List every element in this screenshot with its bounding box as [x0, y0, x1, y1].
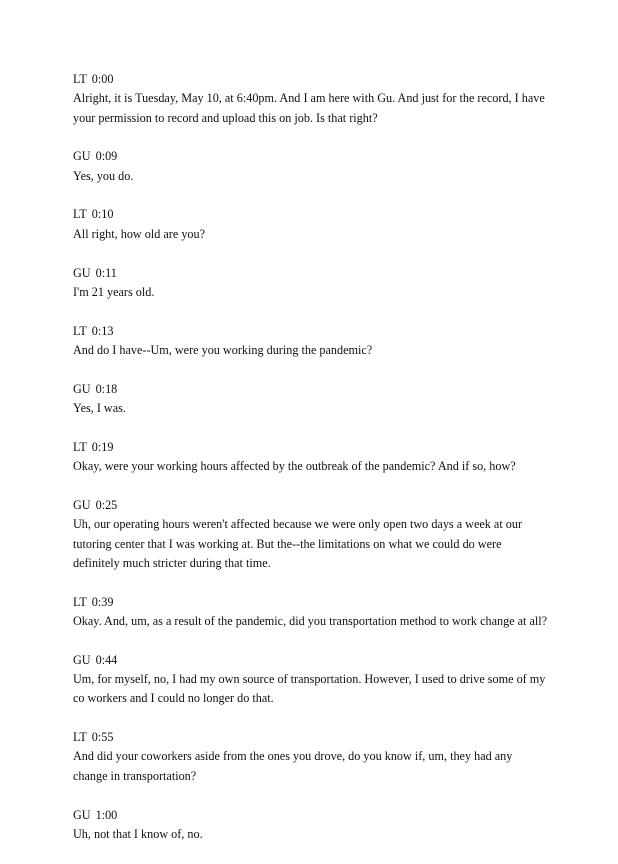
speaker-timestamp-line: [73, 806, 573, 825]
timestamp: 0:18: [95, 381, 118, 396]
utterance-text-line: And did your coworkers aside from the ones you drove, do you know if, um, they had any: [73, 749, 513, 764]
speaker-timestamp-line: [73, 322, 573, 341]
speaker-label: GU: [73, 265, 91, 280]
timestamp: 0:55: [91, 730, 114, 745]
speaker-timestamp-line: [73, 728, 573, 747]
timestamp: 1:00: [95, 807, 118, 822]
utterance-text-line: I'm 21 years old.: [73, 284, 155, 299]
speaker-timestamp-line: [73, 496, 573, 515]
speaker-label: LT: [73, 323, 87, 338]
transcript-entry: [73, 322, 573, 361]
utterance-text-line: Uh, not that I know of, no.: [73, 826, 203, 841]
utterance-text-line: change in transportation?: [73, 768, 197, 783]
transcript-entry: [73, 70, 573, 128]
timestamp: 0:00: [91, 72, 114, 86]
utterance-text-line: Yes, I was.: [73, 401, 126, 416]
transcript-entry: [73, 205, 573, 244]
speaker-timestamp-line: [73, 205, 573, 224]
transcript-entry: [73, 380, 573, 419]
utterance-text-line: Yes, you do.: [73, 168, 134, 183]
timestamp: 0:10: [91, 207, 114, 222]
timestamp: 0:39: [91, 594, 114, 609]
speaker-label: GU: [73, 381, 91, 396]
speaker-label: LT: [73, 730, 87, 745]
timestamp: 0:11: [95, 265, 117, 280]
speaker-label: GU: [73, 149, 91, 164]
speaker-timestamp-line: [73, 147, 573, 166]
speaker-label: LT: [73, 594, 87, 609]
utterance-text-line: co workers and I could no longer do that.: [73, 691, 274, 706]
utterance-text-line: Okay. And, um, as a result of the pandemic, did you transportation method to work change at all?: [73, 613, 548, 628]
utterance-text-line: Okay, were your working hours affected by the outbreak of the pandemic? And if so, how?: [73, 459, 516, 474]
speaker-timestamp-line: [73, 380, 573, 399]
transcript-entry: [73, 728, 573, 786]
utterance-text-line: And do I have--Um, were you working during the pandemic?: [73, 342, 373, 357]
transcript-entry: [73, 496, 573, 573]
timestamp: 0:13: [91, 323, 114, 338]
timestamp: 0:09: [95, 149, 118, 164]
speaker-label: LT: [73, 207, 87, 222]
transcript-entry: [73, 264, 573, 303]
speaker-timestamp-line: [73, 651, 573, 670]
speaker-label: LT: [73, 72, 87, 86]
utterance-text-line: tutoring center that I was working at. But the--the limitations on what we could do were: [73, 536, 502, 551]
utterance-text-line: All right, how old are you?: [73, 226, 206, 241]
transcript: [73, 70, 573, 864]
utterance-text-line: Um, for myself, no, I had my own source of transportation. However, I used to drive some of my: [73, 672, 546, 687]
speaker-timestamp-line: [73, 264, 573, 283]
speaker-timestamp-line: [73, 593, 573, 612]
timestamp: 0:44: [95, 652, 118, 667]
transcript-entry: [73, 438, 573, 477]
speaker-timestamp-line: [73, 70, 573, 89]
speaker-label: GU: [73, 497, 91, 512]
timestamp: 0:19: [91, 439, 114, 454]
utterance-text-line: Uh, our operating hours weren't affected because we were only open two days a week at our: [73, 517, 523, 532]
utterance-text-line: Alright, it is Tuesday, May 10, at 6:40pm. And I am here with Gu. And just for the record, I have: [73, 91, 545, 106]
transcript-entry: [73, 806, 573, 845]
transcript-entry: [73, 651, 573, 709]
transcript-entry: [73, 147, 573, 186]
speaker-label: GU: [73, 807, 91, 822]
speaker-label: GU: [73, 652, 91, 667]
utterance-text-line: your permission to record and upload this on job. Is that right?: [73, 110, 378, 125]
speaker-timestamp-line: [73, 438, 573, 457]
timestamp: 0:25: [95, 497, 118, 512]
transcript-entry: [73, 593, 573, 632]
speaker-label: LT: [73, 439, 87, 454]
utterance-text-line: definitely much stricter during that time.: [73, 555, 271, 570]
